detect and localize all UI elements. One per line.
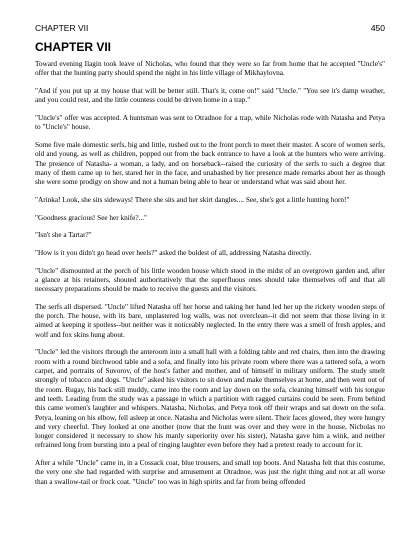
paragraph: Some five male domestic serfs, big and little, rushed out to the front porch to meet their master. A score of women serfs, old and young, as well as children, popped out from the back entrance to have a look at the hunters who were arriving. The presence of Natasha- a woman, a lady, and on horseback--raised the curiosity of the serfs to such a degree that many of them came up to her, stared her in the face, and unabashed by her presence made remarks about her as though she were some prodigy on show and not a human being able to hear or understand what was said about her. [35, 140, 385, 187]
paragraph: After a while "Uncle" came in, in a Cossack coat, blue trousers, and small top boots. And Natasha felt that this costume, the very one she had regarded with surprise and amusement at Otradnoe, was just the right thing and not at all worse than a swallow-tail or frock coat. "Uncle" too was in high spirits and far from being offended [35, 459, 385, 486]
page-number: 450 [370, 23, 385, 33]
chapter-title: CHAPTER VII [35, 40, 112, 54]
paragraph: "Uncle's" offer was accepted. A huntsman was sent to Otradnoe for a trap, while Nicholas rode with Natasha and Petya to "Uncle's" house. [35, 113, 385, 132]
paragraph: Toward evening Ilagin took leave of Nicholas, who found that they were so far from home that he accepted "Uncle's" offer that the hunting party should spend the night in his little village of Mikhaylovna. [35, 60, 385, 78]
paragraph: "And if you put up at my house that will be better still. That's it, come on!" said "Uncle." "You see it's damp weather, and you could rest, and the little countess could be driven home in a trap." [35, 86, 385, 105]
running-header-chapter: CHAPTER VII [35, 23, 89, 33]
paragraph: "Uncle" dismounted at the porch of his little wooden house which stood in the midst of an overgrown garden and, after a glance at his retainers, shouted authoritatively that the superfluous ones should take themselves off and that all necessary preparations should be made to receive the guests and the visitors. [35, 266, 385, 294]
paragraph: "Goodness gracious! See her knife?..." [35, 213, 148, 222]
running-header [35, 23, 385, 35]
paragraph: The serfs all dispersed. "Uncle" lifted Natasha off her horse and taking her hand led her up the rickety wooden steps of the porch. The house, with its bare, unplastered log walls, was not overclean--it did not seem that those living in it aimed at keeping it spotless--but neither was it noticeably neglected. In the entry there was a smell of fresh apples, and wolf and fox skins hung about. [35, 302, 385, 339]
paragraph: "Uncle" led the visitors through the anteroom into a small hall with a folding table and red chairs, then into the drawing room with a round birchwood table and a sofa, and finally into his private room where there was a tattered sofa, a worn carpet, and portraits of Suvorov, of the host's father and mother, and of himself in military uniform. The study smelt strongly of tobacco and dogs. "Uncle" asked his visitors to sit down and make themselves at home, and then went out of the room. Rugay, his back still muddy, came into the room and lay down on the sofa, cleaning himself with his tongue and teeth. Leading from the study was a passage in which a partition with ragged curtains could be seen. From behind this came women's laughter and whispers. Natasha, Nicholas, and Petya took off their wraps and sat down on the sofa. Petya, leaning on his elbow, fell asleep at once. Natasha and Nicholas were silent. Their faces glowed, they were hungry and very cheerful. They looked at one another (now that the hunt was over and they were in the house, Nicholas no longer considered it necessary to show his manly superiority over his sister), Natasha gave him a wink, and neither refrained long from bursting into a peal of ringing laughter even before they had a pretext ready to account for it. [35, 348, 385, 450]
paragraph: "How is it you didn't go head over heels?" asked the boldest of all, addressing Natasha directly. [35, 248, 312, 257]
body-text [35, 60, 385, 495]
paragraph: "Isn't she a Tartar?" [35, 231, 92, 240]
paragraph: "Arinka! Look, she sits sideways! There she sits and her skirt dangles.... See, she's got a little hunting horn!" [35, 195, 350, 204]
